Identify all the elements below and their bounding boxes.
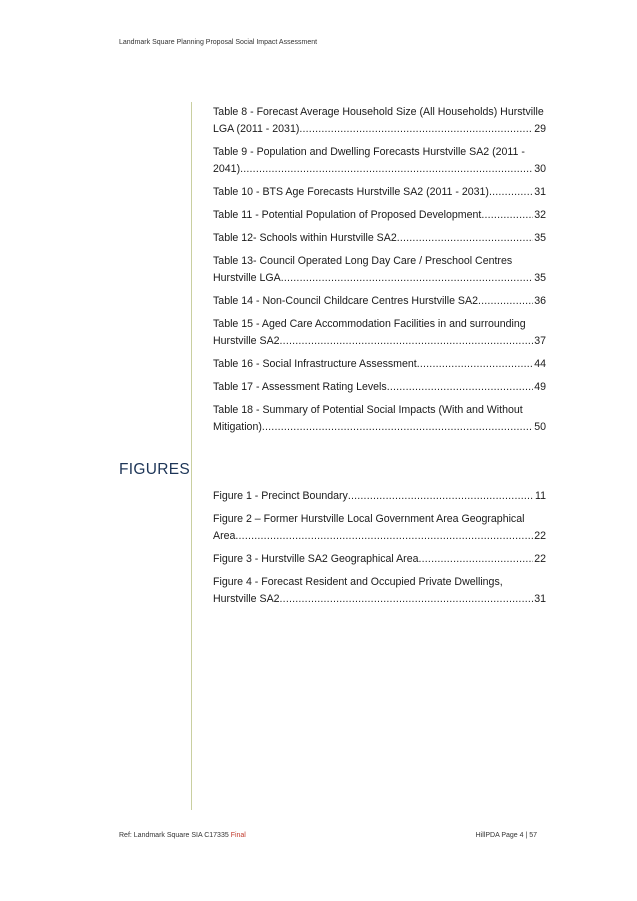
dot-leader: [387, 379, 533, 396]
figure-entry-line: [213, 574, 546, 591]
table-entry[interactable]: [213, 379, 546, 396]
figure-entry-line: [213, 488, 546, 505]
table-entry-title: Hurstville SA2: [213, 335, 280, 347]
table-entry-page: 49: [534, 381, 546, 393]
table-entry-title: LGA (2011 - 2031): [213, 123, 300, 135]
table-entry-line: [213, 184, 546, 201]
figure-entry-title: Figure 3 - Hurstville SA2 Geographical Area: [213, 553, 419, 565]
table-entry-page: 35: [534, 272, 546, 284]
dot-leader: [262, 419, 533, 436]
footer-status: Final: [230, 832, 246, 839]
table-entry-page: 32: [534, 209, 546, 221]
table-entry-line: [213, 253, 546, 270]
figure-entry-title: Hurstville SA2: [213, 593, 280, 605]
dot-leader: [348, 488, 534, 505]
table-entry-page: 36: [534, 295, 546, 307]
figure-entry-line: [213, 528, 546, 545]
document-header: Landmark Square Planning Proposal Social Impact Assessment: [119, 39, 318, 46]
figure-entry[interactable]: [213, 511, 546, 545]
table-entry[interactable]: [213, 207, 546, 224]
dot-leader: [397, 230, 533, 247]
table-entry-title: Table 8 - Forecast Average Household Size (All Households) Hurstville: [213, 106, 544, 118]
table-of-tables: [213, 104, 546, 442]
table-entry-title: Table 18 - Summary of Potential Social Impacts (With and Without: [213, 404, 523, 416]
dot-leader: [419, 551, 534, 568]
table-entry[interactable]: [213, 293, 546, 310]
figure-entry-page: 31: [534, 593, 546, 605]
table-entry-title: Hurstville LGA: [213, 272, 281, 284]
dot-leader: [481, 207, 533, 224]
table-entry-line: [213, 104, 546, 121]
table-entry-title: Table 14 - Non-Council Childcare Centres Hurstville SA2: [213, 295, 478, 307]
dot-leader: [240, 161, 533, 178]
table-entry[interactable]: [213, 253, 546, 287]
dot-leader: [299, 121, 533, 138]
table-entry[interactable]: [213, 316, 546, 350]
table-entry-line: [213, 161, 546, 178]
table-entry-page: 44: [534, 358, 546, 370]
table-entry-title: Table 15 - Aged Care Accommodation Facilities in and surrounding: [213, 318, 526, 330]
table-entry-title: Table 12- Schools within Hurstville SA2: [213, 232, 397, 244]
table-entry-line: [213, 144, 546, 161]
figures-heading: FIGURES: [119, 461, 190, 478]
table-entry-title: Table 11 - Potential Population of Proposed Development: [213, 209, 482, 221]
figure-entry[interactable]: [213, 488, 546, 505]
table-entry-line: [213, 333, 546, 350]
dot-leader: [280, 333, 534, 350]
table-entry[interactable]: [213, 144, 546, 178]
table-entry-line: [213, 207, 546, 224]
table-entry-title: 2041): [213, 163, 241, 175]
dot-leader: [280, 591, 534, 608]
table-entry-title: Table 10 - BTS Age Forecasts Hurstville SA2 (2011 - 2031): [213, 186, 489, 198]
table-entry-title: Table 13- Council Operated Long Day Care / Preschool Centres: [213, 255, 513, 267]
margin-rule: [191, 102, 192, 810]
table-entry-title: Table 16 - Social Infrastructure Assessment: [213, 358, 417, 370]
table-of-figures: [213, 488, 546, 614]
footer-page-number: HillPDA Page 4 | 57: [475, 832, 537, 839]
figure-entry-page: 11: [535, 490, 546, 502]
figure-entry-title: Figure 1 - Precinct Boundary: [213, 490, 348, 502]
table-entry-title: Table 17 - Assessment Rating Levels: [213, 381, 387, 393]
table-entry-title: Table 9 - Population and Dwelling Forecasts Hurstville SA2 (2011 -: [213, 146, 525, 158]
figure-entry-page: 22: [534, 553, 546, 565]
table-entry-page: 35: [534, 232, 546, 244]
table-entry-title: Mitigation): [213, 421, 262, 433]
table-entry-line: [213, 270, 546, 287]
table-entry-line: [213, 379, 546, 396]
table-entry-page: 29: [534, 123, 546, 135]
table-entry[interactable]: [213, 356, 546, 373]
table-entry-line: [213, 419, 546, 436]
footer-reference: [119, 832, 246, 839]
figure-entry-line: [213, 551, 546, 568]
dot-leader: [281, 270, 534, 287]
table-entry[interactable]: [213, 184, 546, 201]
table-entry[interactable]: [213, 402, 546, 436]
table-entry-page: 50: [534, 421, 546, 433]
footer-ref-text: Ref: Landmark Square SIA C17335: [119, 832, 229, 839]
figure-entry-title: Area: [213, 530, 236, 542]
figure-entry-page: 22: [534, 530, 546, 542]
dot-leader: [489, 184, 533, 201]
table-entry-line: [213, 293, 546, 310]
figure-entry[interactable]: [213, 574, 546, 608]
figure-entry-title: Figure 2 – Former Hurstville Local Government Area Geographical: [213, 513, 525, 525]
table-entry[interactable]: [213, 104, 546, 138]
table-entry-page: 31: [534, 186, 546, 198]
table-entry-line: [213, 356, 546, 373]
figure-entry[interactable]: [213, 551, 546, 568]
dot-leader: [478, 293, 533, 310]
table-entry[interactable]: [213, 230, 546, 247]
table-entry-line: [213, 402, 546, 419]
table-entry-line: [213, 230, 546, 247]
table-entry-page: 37: [534, 335, 546, 347]
table-entry-line: [213, 121, 546, 138]
figure-entry-title: Figure 4 - Forecast Resident and Occupied Private Dwellings,: [213, 576, 503, 588]
figure-entry-line: [213, 591, 546, 608]
figure-entry-line: [213, 511, 546, 528]
table-entry-line: [213, 316, 546, 333]
dot-leader: [235, 528, 533, 545]
dot-leader: [417, 356, 533, 373]
table-entry-page: 30: [534, 163, 546, 175]
